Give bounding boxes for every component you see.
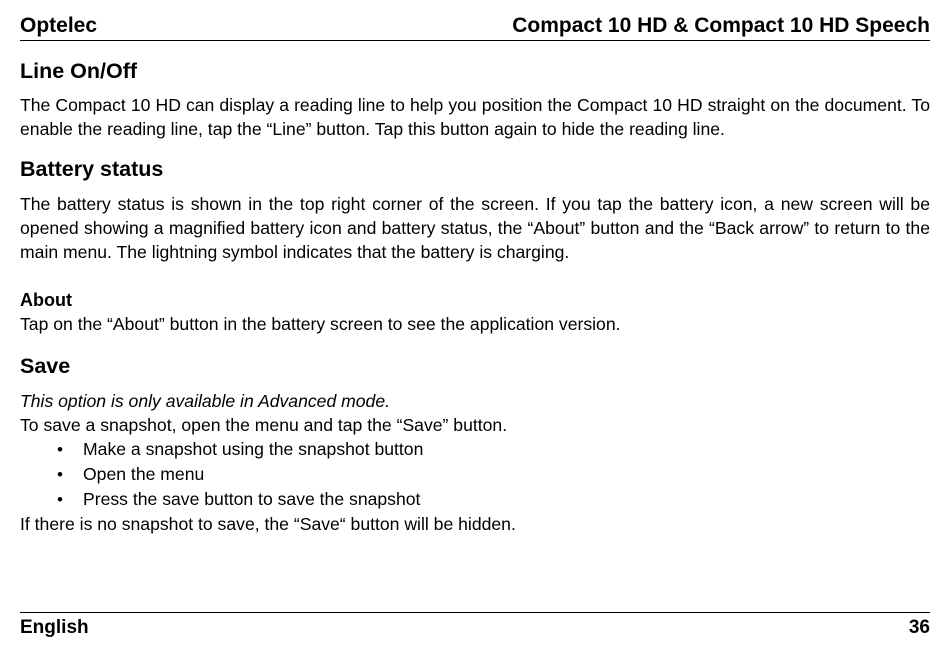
brand-name: Optelec <box>20 14 98 37</box>
page-number: 36 <box>908 617 930 638</box>
subsection-title-about: About <box>20 290 72 310</box>
section-body-line: The Compact 10 HD can display a reading line to help you position the Compact 10 HD straight on the document. To enable the reading line, tap the “Line” button. Tap this button again to hide the reading line. <box>20 95 930 139</box>
bullet-icon: • <box>57 490 63 509</box>
product-name: Compact 10 HD & Compact 10 HD Speech <box>512 14 930 37</box>
save-intro: To save a snapshot, open the menu and tap the “Save” button. <box>20 415 508 435</box>
list-item <box>20 462 930 487</box>
list-item-text: Make a snapshot using the snapshot button <box>83 439 424 459</box>
list-item <box>20 487 930 512</box>
page-header <box>20 10 930 41</box>
footer-language: English <box>20 617 89 638</box>
section-title-save: Save <box>20 354 71 378</box>
save-outro: If there is no snapshot to save, the “Save“ button will be hidden. <box>20 514 516 534</box>
list-item-text: Press the save button to save the snapshot <box>83 489 421 509</box>
list-item-text: Open the menu <box>83 464 205 484</box>
bullet-icon: • <box>57 440 63 459</box>
subsection-body-about: Tap on the “About” button in the battery screen to see the application version. <box>20 314 621 334</box>
section-title-battery: Battery status <box>20 157 164 181</box>
save-mode-note: This option is only available in Advanced mode. <box>20 391 391 411</box>
page-footer <box>20 612 930 639</box>
list-item <box>20 437 930 462</box>
bullet-icon: • <box>57 465 63 484</box>
page-content <box>20 56 930 536</box>
section-body-battery: The battery status is shown in the top right corner of the screen. If you tap the battery icon, a new screen will be opened showing a magnified battery icon and battery status, the “About” button and the “Back arrow” to return to the main menu. The lightning symbol indicates that the battery is charging. <box>20 194 930 262</box>
save-steps-list <box>20 437 930 512</box>
section-title-line: Line On/Off <box>20 59 138 83</box>
